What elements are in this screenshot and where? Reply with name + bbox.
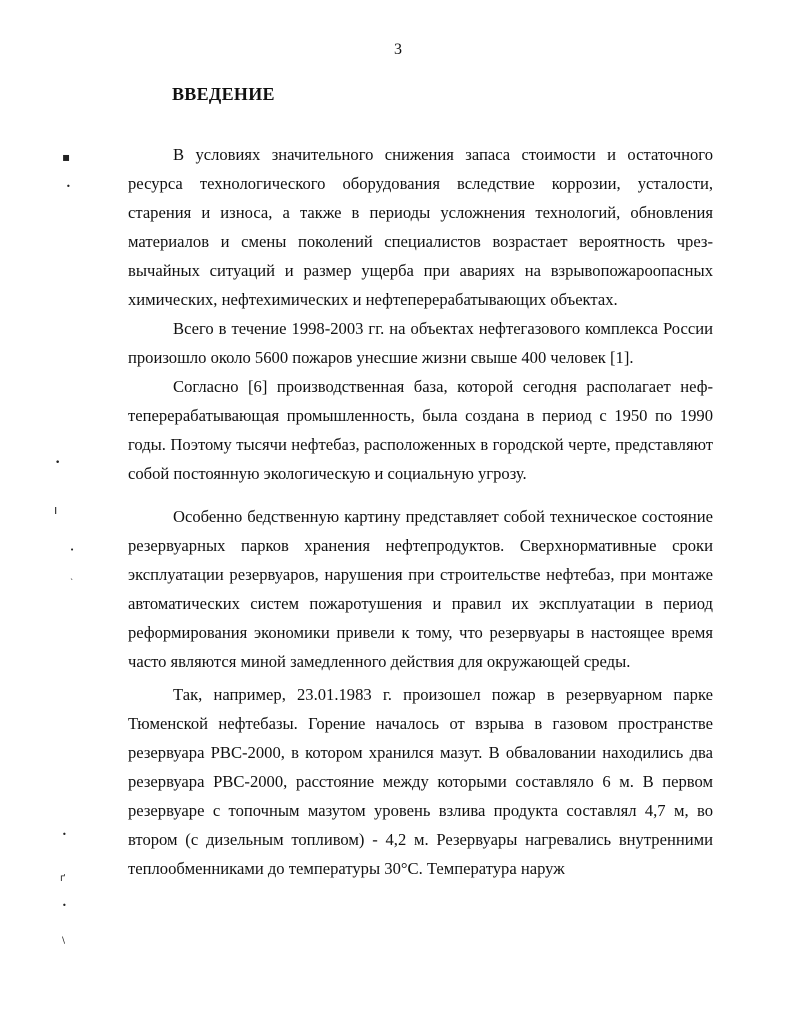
scan-speck: • [66, 182, 71, 191]
paragraph-fire-statistics: Всего в течение 1998-2003 гг. на объектах нефтегазового комплекса России произошло около 5600 пожаров унесшие жизни свыше 400 человек [1]. [128, 319, 713, 367]
scan-speck: ` [70, 578, 74, 587]
scan-speck: \ [62, 936, 66, 946]
document-body [128, 140, 713, 883]
paragraph-production-base: Согласно [6] производственная база, которой сегодня располагает нефтеперерабатывающая промышленность, была создана в период с 1950 по 1990 годы. Поэтому тысячи нефтебаз, расположенных в городской черте, представляют собой постоянную экологическую и социальную угрозу. [128, 377, 713, 483]
section-title: ВВЕДЕНИЕ [172, 84, 275, 104]
page-number: 3 [394, 41, 402, 58]
scan-speck: ▪ [62, 150, 71, 164]
scan-speck: • [55, 458, 61, 468]
paragraph-tyumen-fire: Так, например, 23.01.1983 г. произошел пожар в резервуарном парке Тюменской нефтебазы. Горение началось от взрыва в газовом пространстве резервуара РВС-2000, в котором хранился мазут. В обваловании находились два резервуара РВС-2000, расстояние между которыми составляло 6 м. В первом резервуаре с топочным мазутом уровень взлива продукта составлял 4,7 м, во втором (с дизельным топливом) - 4,2 м. Резервуары нагревались внутренними теплообменниками до температуры 30°С. Температура наруж [128, 685, 713, 878]
paragraph-intro: В условиях значительного снижения запаса стоимости и остаточного ресурса технологического оборудования вследствие коррозии, усталости, старения и износа, а также в периоды усложнения технологий, обновления материалов и смены поколений специалистов возрастает вероятность чрезвычайных ситуаций и размер ущерба при авариях на взрывопожароопасных химических, нефтехимических и нефтеперерабатывающих объектах. [128, 145, 713, 309]
scan-speck: ı [54, 503, 58, 517]
scan-speck: ґ [60, 873, 66, 884]
scan-speck: • [62, 901, 67, 910]
paragraph-tank-farms: Особенно бедственную картину представляет собой техническое состояние резервуарных парков хранения нефтепродуктов. Сверхнормативные сроки эксплуатации резервуаров, нарушения при строительстве нефтебаз, при монтаже автоматических систем пожаротушения и правил их эксплуатации в период реформирования экономики привели к тому, что резервуары в настоящее время часто являются миной замедленного действия для окружающей среды. [128, 507, 713, 671]
scan-speck: • [70, 546, 75, 554]
scan-speck: • [62, 830, 67, 839]
